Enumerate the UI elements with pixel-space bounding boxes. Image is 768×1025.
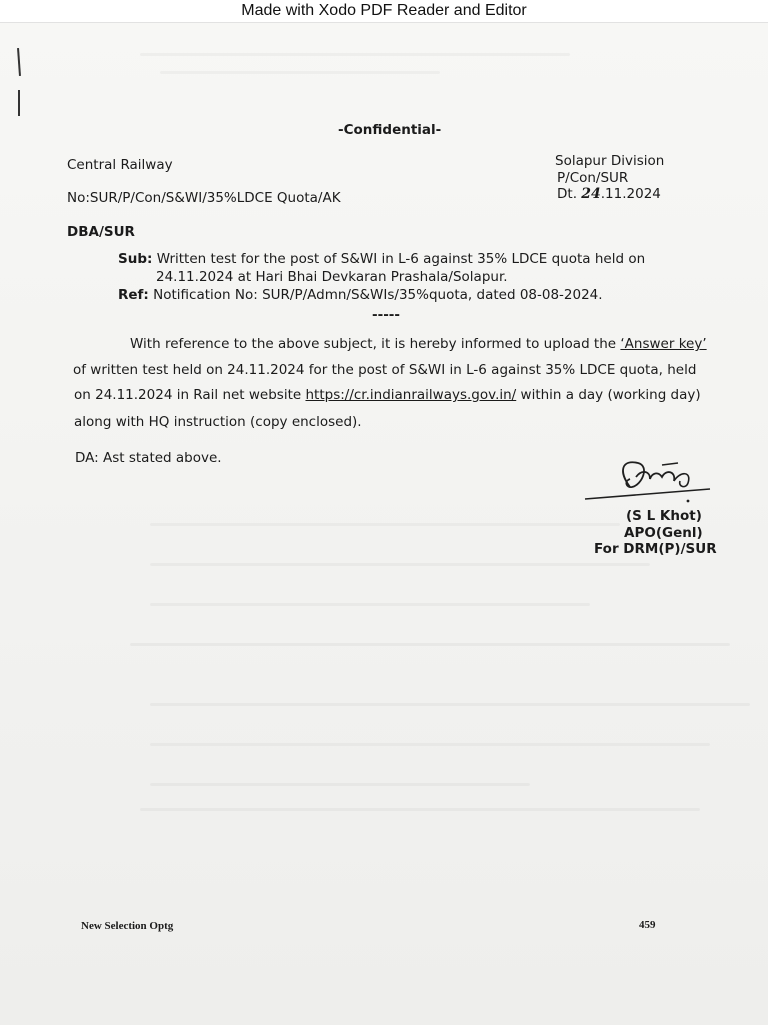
body-line-1 [130, 336, 707, 352]
body-text: With reference to the above subject, it is hereby informed to upload the [130, 336, 621, 352]
separator: ----- [372, 307, 401, 323]
body-line-2: of written test held on 24.11.2024 for the post of S&WI in L-6 against 35% LDCE quota, held [73, 362, 697, 378]
letter-number: No:SUR/P/Con/S&WI/35%LDCE Quota/AK [67, 190, 341, 206]
signatory-name: (S L Khot) [626, 508, 702, 524]
reference-line [118, 287, 603, 303]
margin-mark [18, 90, 20, 116]
division-name: Solapur Division [555, 153, 665, 169]
margin-mark [17, 48, 21, 76]
answer-key-phrase: ‘Answer key’ [620, 336, 707, 352]
scanned-letter-page [0, 22, 768, 1025]
railnet-website-link[interactable]: https://cr.indianrailways.gov.in/ [305, 387, 517, 403]
handwritten-signature [580, 451, 720, 511]
date-prefix: Dt. [557, 186, 577, 202]
organisation-name: Central Railway [67, 157, 173, 173]
enclosure-note: DA: Ast stated above. [75, 450, 222, 466]
letter-date [557, 186, 661, 202]
date-rest: .11.2024 [600, 186, 661, 202]
xodo-banner: Made with Xodo PDF Reader and Editor [241, 2, 527, 19]
reference-text: Notification No: SUR/P/Admn/S&WIs/35%quota, dated 08-08-2024. [153, 287, 603, 303]
subject-line-1 [118, 251, 645, 267]
footer-label: New Selection Optg [81, 920, 174, 932]
date-day-handwritten: 24 [581, 186, 601, 202]
body-line-3 [74, 387, 701, 403]
body-line-4: along with HQ instruction (copy enclosed). [74, 414, 362, 430]
signatory-designation: APO(Genl) [624, 525, 703, 541]
body-text: on 24.11.2024 in Rail net website [74, 387, 306, 403]
reference-label: Ref: [118, 287, 149, 303]
division-ref: P/Con/SUR [557, 170, 629, 186]
confidential-heading: -Confidential- [338, 122, 442, 138]
addressee: DBA/SUR [67, 224, 135, 240]
subject-line-2: 24.11.2024 at Hari Bhai Devkaran Prashala/Solapur. [156, 269, 508, 285]
subject-text-1: Written test for the post of S&WI in L-6 against 35% LDCE quota held on [156, 251, 646, 267]
body-text: within a day (working day) [516, 387, 701, 403]
page-number: 459 [639, 919, 656, 931]
subject-label: Sub: [118, 251, 153, 267]
signatory-on-behalf: For DRM(P)/SUR [594, 541, 717, 557]
